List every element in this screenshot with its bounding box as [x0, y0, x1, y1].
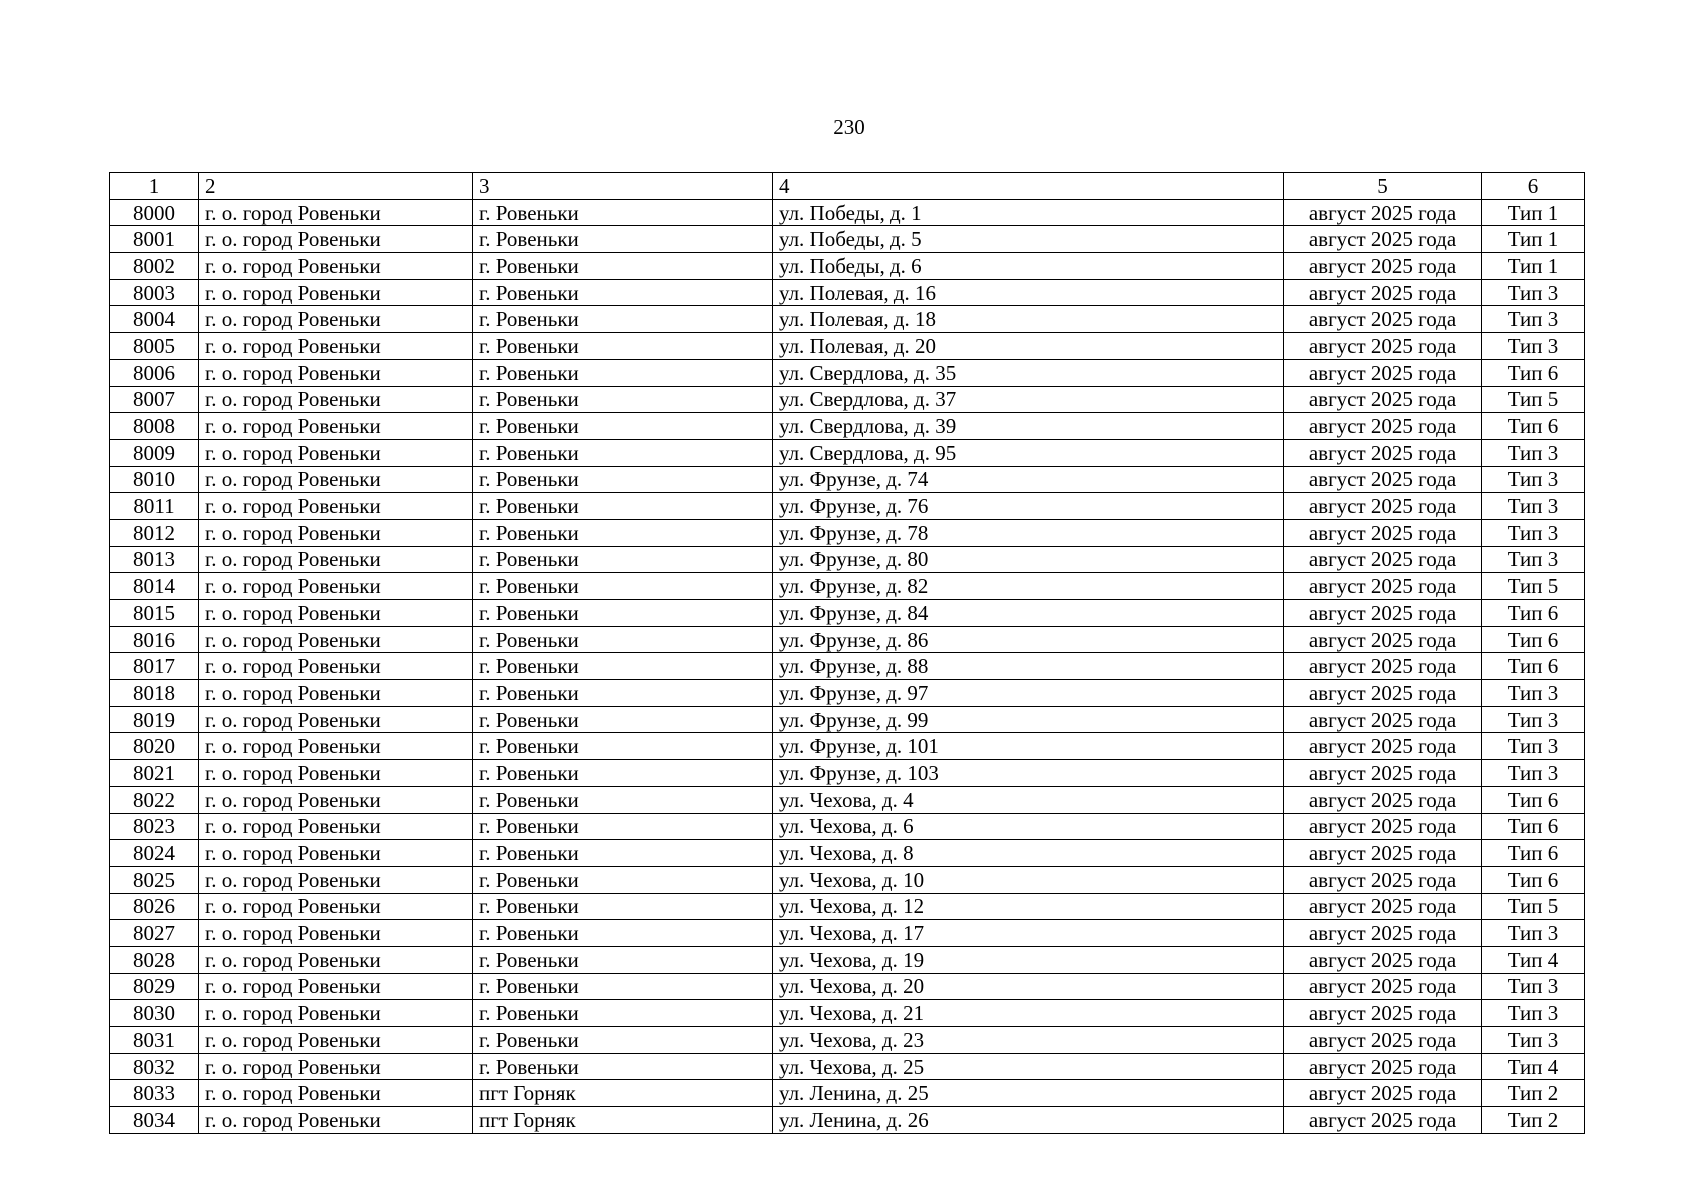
address-cell: ул. Фрунзе, д. 88: [773, 653, 1284, 680]
date-cell: август 2025 года: [1284, 1080, 1482, 1107]
date-cell: август 2025 года: [1284, 866, 1482, 893]
table-row: [110, 333, 1585, 360]
date-cell: август 2025 года: [1284, 573, 1482, 600]
type-cell: Тип 1: [1482, 199, 1585, 226]
district-cell: г. о. город Ровеньки: [199, 680, 473, 707]
record-number-cell: 8002: [110, 253, 199, 280]
table-row: [110, 680, 1585, 707]
type-cell: Тип 3: [1482, 706, 1585, 733]
address-cell: ул. Фрунзе, д. 101: [773, 733, 1284, 760]
district-cell: г. о. город Ровеньки: [199, 1107, 473, 1134]
settlement-cell: г. Ровеньки: [473, 893, 773, 920]
settlement-cell: г. Ровеньки: [473, 1053, 773, 1080]
type-cell: Тип 3: [1482, 733, 1585, 760]
district-cell: г. о. город Ровеньки: [199, 600, 473, 627]
type-cell: Тип 3: [1482, 279, 1585, 306]
type-cell: Тип 3: [1482, 680, 1585, 707]
date-cell: август 2025 года: [1284, 546, 1482, 573]
type-cell: Тип 6: [1482, 359, 1585, 386]
record-number-cell: 8021: [110, 760, 199, 787]
type-cell: Тип 3: [1482, 973, 1585, 1000]
address-cell: ул. Чехова, д. 23: [773, 1027, 1284, 1054]
type-cell: Тип 6: [1482, 813, 1585, 840]
settlement-cell: г. Ровеньки: [473, 306, 773, 333]
registry-table: [109, 172, 1585, 1134]
district-cell: г. о. город Ровеньки: [199, 306, 473, 333]
district-cell: г. о. город Ровеньки: [199, 840, 473, 867]
column-header-5: 5: [1284, 173, 1482, 200]
record-number-cell: 8031: [110, 1027, 199, 1054]
table-row: [110, 626, 1585, 653]
table-row: [110, 439, 1585, 466]
date-cell: август 2025 года: [1284, 946, 1482, 973]
settlement-cell: г. Ровеньки: [473, 573, 773, 600]
record-number-cell: 8006: [110, 359, 199, 386]
settlement-cell: г. Ровеньки: [473, 359, 773, 386]
settlement-cell: г. Ровеньки: [473, 199, 773, 226]
table-row: [110, 866, 1585, 893]
address-cell: ул. Фрунзе, д. 82: [773, 573, 1284, 600]
date-cell: август 2025 года: [1284, 653, 1482, 680]
table-row: [110, 1000, 1585, 1027]
table-row: [110, 519, 1585, 546]
date-cell: август 2025 года: [1284, 306, 1482, 333]
date-cell: август 2025 года: [1284, 600, 1482, 627]
settlement-cell: г. Ровеньки: [473, 413, 773, 440]
address-cell: ул. Фрунзе, д. 84: [773, 600, 1284, 627]
table-row: [110, 546, 1585, 573]
district-cell: г. о. город Ровеньки: [199, 493, 473, 520]
district-cell: г. о. город Ровеньки: [199, 733, 473, 760]
record-number-cell: 8022: [110, 786, 199, 813]
settlement-cell: г. Ровеньки: [473, 840, 773, 867]
date-cell: август 2025 года: [1284, 1053, 1482, 1080]
table-row: [110, 760, 1585, 787]
date-cell: август 2025 года: [1284, 493, 1482, 520]
settlement-cell: г. Ровеньки: [473, 813, 773, 840]
type-cell: Тип 3: [1482, 1027, 1585, 1054]
table-body: [110, 199, 1585, 1133]
table-row: [110, 786, 1585, 813]
district-cell: г. о. город Ровеньки: [199, 413, 473, 440]
settlement-cell: г. Ровеньки: [473, 733, 773, 760]
record-number-cell: 8003: [110, 279, 199, 306]
table-row: [110, 386, 1585, 413]
record-number-cell: 8000: [110, 199, 199, 226]
district-cell: г. о. город Ровеньки: [199, 333, 473, 360]
settlement-cell: г. Ровеньки: [473, 920, 773, 947]
district-cell: г. о. город Ровеньки: [199, 626, 473, 653]
type-cell: Тип 6: [1482, 413, 1585, 440]
type-cell: Тип 5: [1482, 893, 1585, 920]
date-cell: август 2025 года: [1284, 920, 1482, 947]
type-cell: Тип 2: [1482, 1107, 1585, 1134]
settlement-cell: пгт Горняк: [473, 1107, 773, 1134]
type-cell: Тип 3: [1482, 546, 1585, 573]
record-number-cell: 8012: [110, 519, 199, 546]
district-cell: г. о. город Ровеньки: [199, 653, 473, 680]
settlement-cell: г. Ровеньки: [473, 680, 773, 707]
table-row: [110, 706, 1585, 733]
district-cell: г. о. город Ровеньки: [199, 1053, 473, 1080]
settlement-cell: г. Ровеньки: [473, 1000, 773, 1027]
record-number-cell: 8018: [110, 680, 199, 707]
type-cell: Тип 5: [1482, 573, 1585, 600]
settlement-cell: г. Ровеньки: [473, 973, 773, 1000]
type-cell: Тип 6: [1482, 600, 1585, 627]
district-cell: г. о. город Ровеньки: [199, 706, 473, 733]
address-cell: ул. Свердлова, д. 35: [773, 359, 1284, 386]
settlement-cell: г. Ровеньки: [473, 226, 773, 253]
type-cell: Тип 3: [1482, 306, 1585, 333]
record-number-cell: 8005: [110, 333, 199, 360]
address-cell: ул. Фрунзе, д. 74: [773, 466, 1284, 493]
settlement-cell: г. Ровеньки: [473, 626, 773, 653]
date-cell: август 2025 года: [1284, 279, 1482, 306]
record-number-cell: 8011: [110, 493, 199, 520]
date-cell: август 2025 года: [1284, 1027, 1482, 1054]
record-number-cell: 8017: [110, 653, 199, 680]
record-number-cell: 8004: [110, 306, 199, 333]
settlement-cell: г. Ровеньки: [473, 493, 773, 520]
district-cell: г. о. город Ровеньки: [199, 1000, 473, 1027]
record-number-cell: 8025: [110, 866, 199, 893]
address-cell: ул. Чехова, д. 6: [773, 813, 1284, 840]
address-cell: ул. Чехова, д. 10: [773, 866, 1284, 893]
address-cell: ул. Полевая, д. 16: [773, 279, 1284, 306]
address-cell: ул. Свердлова, д. 39: [773, 413, 1284, 440]
table-row: [110, 199, 1585, 226]
address-cell: ул. Фрунзе, д. 103: [773, 760, 1284, 787]
record-number-cell: 8010: [110, 466, 199, 493]
record-number-cell: 8016: [110, 626, 199, 653]
record-number-cell: 8032: [110, 1053, 199, 1080]
address-cell: ул. Фрунзе, д. 80: [773, 546, 1284, 573]
district-cell: г. о. город Ровеньки: [199, 439, 473, 466]
date-cell: август 2025 года: [1284, 786, 1482, 813]
column-number-row: [110, 173, 1585, 200]
table-row: [110, 226, 1585, 253]
address-cell: ул. Победы, д. 1: [773, 199, 1284, 226]
address-cell: ул. Фрунзе, д. 86: [773, 626, 1284, 653]
district-cell: г. о. город Ровеньки: [199, 359, 473, 386]
settlement-cell: г. Ровеньки: [473, 946, 773, 973]
date-cell: август 2025 года: [1284, 359, 1482, 386]
type-cell: Тип 6: [1482, 840, 1585, 867]
address-cell: ул. Победы, д. 6: [773, 253, 1284, 280]
type-cell: Тип 3: [1482, 519, 1585, 546]
column-header-1: 1: [110, 173, 199, 200]
district-cell: г. о. город Ровеньки: [199, 786, 473, 813]
type-cell: Тип 3: [1482, 439, 1585, 466]
type-cell: Тип 3: [1482, 466, 1585, 493]
record-number-cell: 8009: [110, 439, 199, 466]
settlement-cell: г. Ровеньки: [473, 760, 773, 787]
date-cell: август 2025 года: [1284, 706, 1482, 733]
type-cell: Тип 1: [1482, 226, 1585, 253]
table-row: [110, 813, 1585, 840]
date-cell: август 2025 года: [1284, 1000, 1482, 1027]
district-cell: г. о. город Ровеньки: [199, 973, 473, 1000]
settlement-cell: г. Ровеньки: [473, 600, 773, 627]
settlement-cell: г. Ровеньки: [473, 386, 773, 413]
district-cell: г. о. город Ровеньки: [199, 1027, 473, 1054]
date-cell: август 2025 года: [1284, 680, 1482, 707]
record-number-cell: 8001: [110, 226, 199, 253]
column-header-6: 6: [1482, 173, 1585, 200]
table-row: [110, 1053, 1585, 1080]
date-cell: август 2025 года: [1284, 840, 1482, 867]
record-number-cell: 8008: [110, 413, 199, 440]
address-cell: ул. Победы, д. 5: [773, 226, 1284, 253]
table-row: [110, 359, 1585, 386]
district-cell: г. о. город Ровеньки: [199, 893, 473, 920]
table-row: [110, 1080, 1585, 1107]
address-cell: ул. Свердлова, д. 37: [773, 386, 1284, 413]
record-number-cell: 8023: [110, 813, 199, 840]
district-cell: г. о. город Ровеньки: [199, 519, 473, 546]
type-cell: Тип 3: [1482, 333, 1585, 360]
table-row: [110, 920, 1585, 947]
address-cell: ул. Полевая, д. 20: [773, 333, 1284, 360]
district-cell: г. о. город Ровеньки: [199, 546, 473, 573]
address-cell: ул. Чехова, д. 19: [773, 946, 1284, 973]
date-cell: август 2025 года: [1284, 626, 1482, 653]
address-cell: ул. Чехова, д. 12: [773, 893, 1284, 920]
type-cell: Тип 3: [1482, 760, 1585, 787]
type-cell: Тип 4: [1482, 946, 1585, 973]
date-cell: август 2025 года: [1284, 199, 1482, 226]
record-number-cell: 8020: [110, 733, 199, 760]
district-cell: г. о. город Ровеньки: [199, 466, 473, 493]
date-cell: август 2025 года: [1284, 1107, 1482, 1134]
district-cell: г. о. город Ровеньки: [199, 573, 473, 600]
table-row: [110, 466, 1585, 493]
record-number-cell: 8034: [110, 1107, 199, 1134]
type-cell: Тип 5: [1482, 386, 1585, 413]
district-cell: г. о. город Ровеньки: [199, 386, 473, 413]
record-number-cell: 8015: [110, 600, 199, 627]
table-row: [110, 840, 1585, 867]
column-header-2: 2: [199, 173, 473, 200]
table-row: [110, 653, 1585, 680]
table-row: [110, 279, 1585, 306]
column-header-3: 3: [473, 173, 773, 200]
table-row: [110, 306, 1585, 333]
type-cell: Тип 6: [1482, 653, 1585, 680]
record-number-cell: 8024: [110, 840, 199, 867]
settlement-cell: г. Ровеньки: [473, 546, 773, 573]
settlement-cell: г. Ровеньки: [473, 519, 773, 546]
district-cell: г. о. город Ровеньки: [199, 1080, 473, 1107]
record-number-cell: 8007: [110, 386, 199, 413]
table-row: [110, 946, 1585, 973]
date-cell: август 2025 года: [1284, 760, 1482, 787]
address-cell: ул. Свердлова, д. 95: [773, 439, 1284, 466]
settlement-cell: г. Ровеньки: [473, 786, 773, 813]
table-row: [110, 600, 1585, 627]
type-cell: Тип 3: [1482, 920, 1585, 947]
settlement-cell: г. Ровеньки: [473, 1027, 773, 1054]
district-cell: г. о. город Ровеньки: [199, 226, 473, 253]
district-cell: г. о. город Ровеньки: [199, 866, 473, 893]
settlement-cell: г. Ровеньки: [473, 653, 773, 680]
table-row: [110, 973, 1585, 1000]
district-cell: г. о. город Ровеньки: [199, 199, 473, 226]
table-row: [110, 413, 1585, 440]
date-cell: август 2025 года: [1284, 973, 1482, 1000]
address-cell: ул. Чехова, д. 4: [773, 786, 1284, 813]
date-cell: август 2025 года: [1284, 466, 1482, 493]
record-number-cell: 8013: [110, 546, 199, 573]
table-row: [110, 893, 1585, 920]
address-cell: ул. Чехова, д. 21: [773, 1000, 1284, 1027]
settlement-cell: г. Ровеньки: [473, 466, 773, 493]
address-cell: ул. Ленина, д. 25: [773, 1080, 1284, 1107]
record-number-cell: 8028: [110, 946, 199, 973]
table-row: [110, 493, 1585, 520]
date-cell: август 2025 года: [1284, 226, 1482, 253]
date-cell: август 2025 года: [1284, 439, 1482, 466]
column-header-4: 4: [773, 173, 1284, 200]
settlement-cell: г. Ровеньки: [473, 333, 773, 360]
district-cell: г. о. город Ровеньки: [199, 279, 473, 306]
type-cell: Тип 6: [1482, 626, 1585, 653]
type-cell: Тип 3: [1482, 493, 1585, 520]
record-number-cell: 8019: [110, 706, 199, 733]
address-cell: ул. Чехова, д. 17: [773, 920, 1284, 947]
type-cell: Тип 3: [1482, 1000, 1585, 1027]
date-cell: август 2025 года: [1284, 413, 1482, 440]
settlement-cell: г. Ровеньки: [473, 866, 773, 893]
record-number-cell: 8030: [110, 1000, 199, 1027]
district-cell: г. о. город Ровеньки: [199, 253, 473, 280]
address-cell: ул. Полевая, д. 18: [773, 306, 1284, 333]
date-cell: август 2025 года: [1284, 519, 1482, 546]
page-number: 230: [833, 115, 865, 139]
type-cell: Тип 6: [1482, 786, 1585, 813]
district-cell: г. о. город Ровеньки: [199, 813, 473, 840]
table-row: [110, 253, 1585, 280]
settlement-cell: пгт Горняк: [473, 1080, 773, 1107]
settlement-cell: г. Ровеньки: [473, 439, 773, 466]
date-cell: август 2025 года: [1284, 333, 1482, 360]
record-number-cell: 8014: [110, 573, 199, 600]
date-cell: август 2025 года: [1284, 733, 1482, 760]
address-cell: ул. Чехова, д. 8: [773, 840, 1284, 867]
address-cell: ул. Фрунзе, д. 97: [773, 680, 1284, 707]
table-row: [110, 1027, 1585, 1054]
district-cell: г. о. город Ровеньки: [199, 760, 473, 787]
settlement-cell: г. Ровеньки: [473, 706, 773, 733]
type-cell: Тип 6: [1482, 866, 1585, 893]
address-cell: ул. Чехова, д. 25: [773, 1053, 1284, 1080]
record-number-cell: 8029: [110, 973, 199, 1000]
type-cell: Тип 1: [1482, 253, 1585, 280]
type-cell: Тип 2: [1482, 1080, 1585, 1107]
address-cell: ул. Чехова, д. 20: [773, 973, 1284, 1000]
type-cell: Тип 4: [1482, 1053, 1585, 1080]
table-row: [110, 1107, 1585, 1134]
district-cell: г. о. город Ровеньки: [199, 920, 473, 947]
address-cell: ул. Фрунзе, д. 78: [773, 519, 1284, 546]
district-cell: г. о. город Ровеньки: [199, 946, 473, 973]
date-cell: август 2025 года: [1284, 386, 1482, 413]
settlement-cell: г. Ровеньки: [473, 253, 773, 280]
address-cell: ул. Фрунзе, д. 99: [773, 706, 1284, 733]
address-cell: ул. Ленина, д. 26: [773, 1107, 1284, 1134]
record-number-cell: 8033: [110, 1080, 199, 1107]
settlement-cell: г. Ровеньки: [473, 279, 773, 306]
address-cell: ул. Фрунзе, д. 76: [773, 493, 1284, 520]
table-row: [110, 573, 1585, 600]
record-number-cell: 8026: [110, 893, 199, 920]
date-cell: август 2025 года: [1284, 253, 1482, 280]
date-cell: август 2025 года: [1284, 893, 1482, 920]
date-cell: август 2025 года: [1284, 813, 1482, 840]
table-row: [110, 733, 1585, 760]
record-number-cell: 8027: [110, 920, 199, 947]
